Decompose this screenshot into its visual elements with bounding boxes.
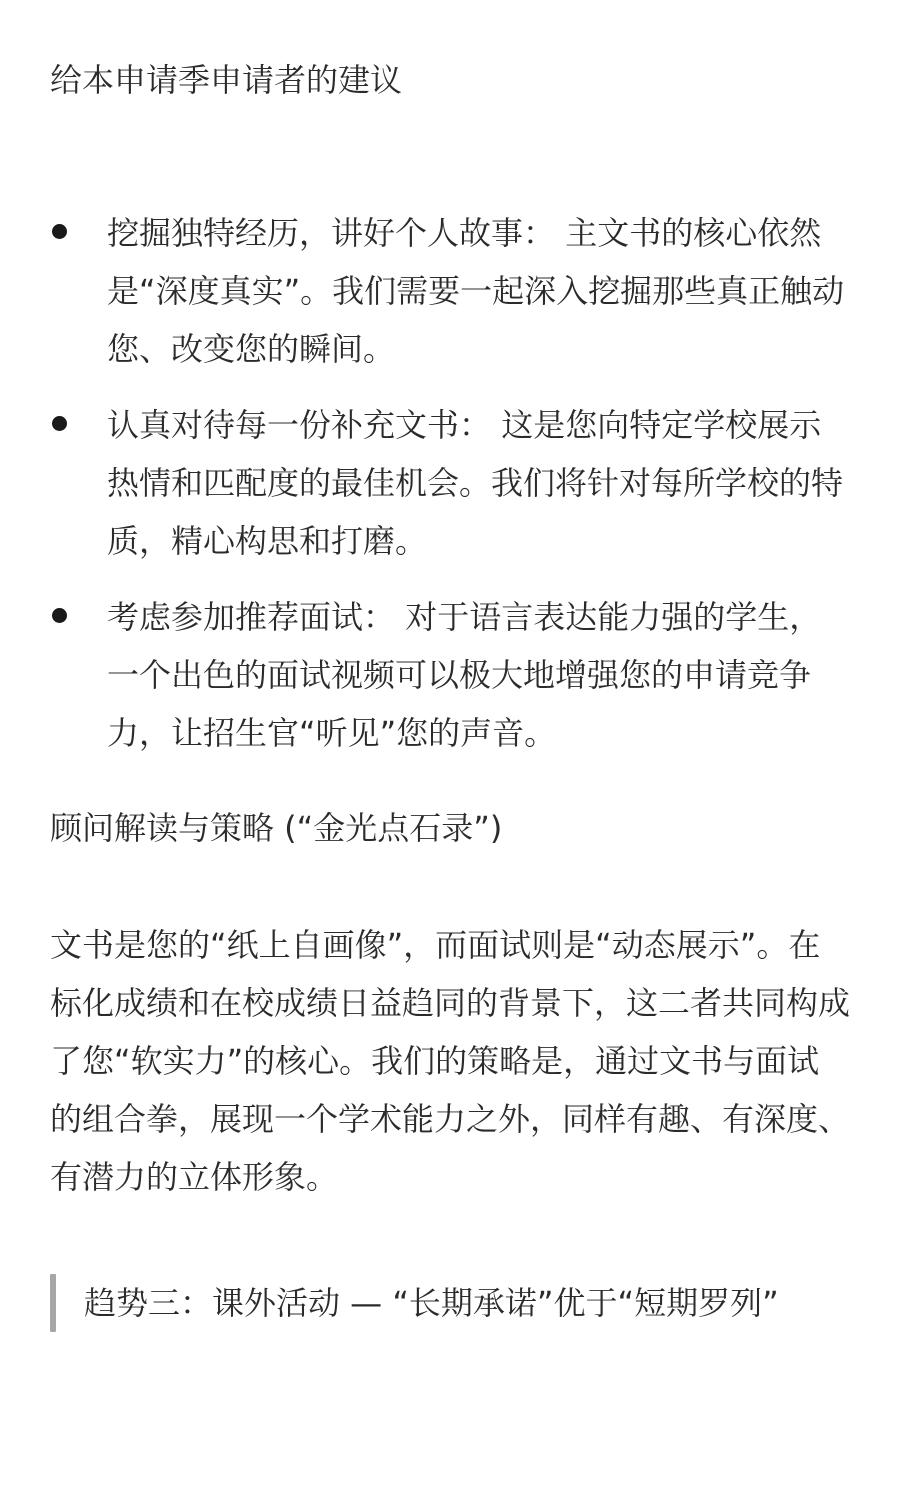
tip-text: 主文书的核心依然是“深度真实”。我们需要一起深入挖掘那些真正触动您、改变您的瞬间。 [107,214,845,368]
tip-title: 挖掘独特经历，讲好个人故事： [107,214,556,252]
list-item [50,204,850,378]
tip-text: 对于语言表达能力强的学生，一个出色的面试视频可以极大地增强您的申请竞争力，让招生官“听见”您的声音。 [107,598,822,752]
strategy-paragraph: 文书是您的“纸上自画像”，而面试则是“动态展示”。在标化成绩和在校成绩日益趋同的背景下，这二者共同构成了您“软实力”的核心。我们的策略是，通过文书与面试的组合拳，展现一个学术能力之外，同样有趣、有深度、有潜力的立体形象。 [50,926,851,1196]
list-item [50,396,850,570]
list-item [50,588,850,762]
quote-bar [50,1274,56,1332]
advice-heading: 给本申请季申请者的建议 [50,61,403,99]
trend-quote [50,1274,850,1332]
bullet-icon [52,416,67,431]
strategy-heading: 顾问解读与策略 (“金光点石录”) [50,809,503,847]
bullet-icon [52,608,67,623]
tip-title: 考虑参加推荐面试： [107,598,396,636]
bullet-icon [52,224,67,239]
advice-list [50,204,850,762]
quote-text: 趋势三：课外活动 — “长期承诺”优于“短期罗列” [84,1284,779,1322]
tip-text: 这是您向特定学校展示热情和匹配度的最佳机会。我们将针对每所学校的特质，精心构思和打磨。 [107,406,844,560]
tip-title: 认真对待每一份补充文书： [107,406,492,444]
